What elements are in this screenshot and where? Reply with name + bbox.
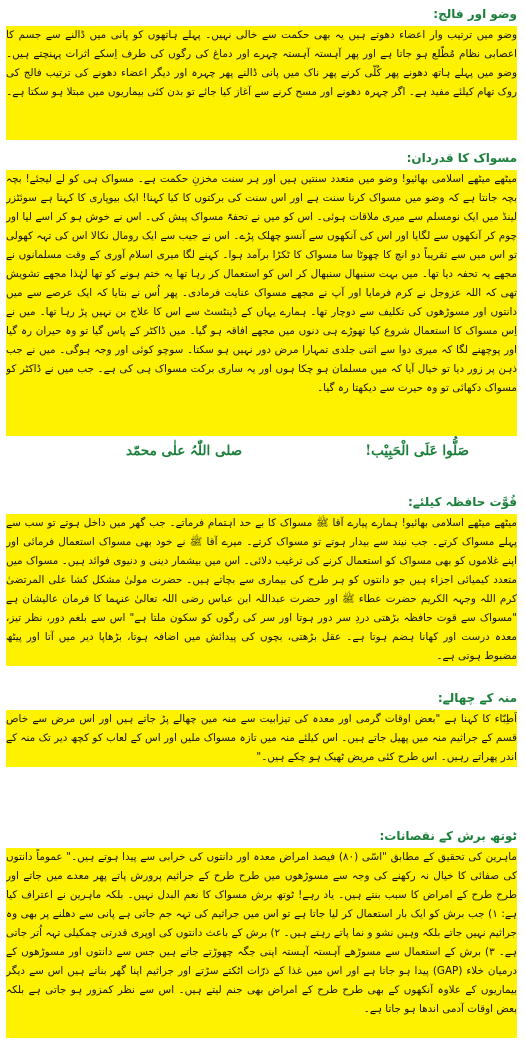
section-wudu-paralysis [6,6,517,140]
section-heading: منہ کے چھالے: [437,691,517,705]
salawat-line [6,440,517,462]
section-heading: مسواک کا قدردان: [406,151,517,165]
section-paragraph: میٹھے میٹھے اسلامی بھائیو! ہمارے پیارے آقا ﷺ مسواک کا بے حد اہتمام فرماتے۔ جب گھر میں داخل ہوتے تو سب سے پہلے مسواک کرتے۔ جب نیند سے بیدار ہوتے تو مسواک کرتے۔ میرے آقا ﷺ نے خود بھی مسواک استعمال فرمائی اور اپنے غلاموں کو بھی مسواک کو استعمال کرنے کی ترغیب دلائی۔ اس میں بیشمار دینی و دنیوی فوائد ہیں۔ مسواک میں متعدد کیمیائی اجزاء ہیں جو دانتوں کو ہر طرح کی بیماری سے بچاتے ہیں۔ حضرت مولیٰ مشکل کشا علی المرتضیٰ کرم اللہ وجہہ الکریم حضرت عطاء ﷺ اور حضرت عبداللہ ابن عباس رضی اللہ تعالیٰ عنہما کا فرمان عالیشان ہے "مسواک سے قوت حافظہ بڑھتی دردِ سر دور ہوتا اور سر کی رگوں کو سکون ملتا ہے" اس سے بلغم دور، نظر تیز، معدہ درست اور کھانا ہضم ہوتا ہے۔ عقل بڑھتی، بچوں کی پیدائش میں اضافہ ہوتا، بڑھاپا دیر میں آتا اور پیٹھ مضبوط ہوتی ہے۔ [6,514,517,666]
section-paragraph: ماہرین کی تحقیق کے مطابق "اسّی (۸۰) فیصد امراض معدہ اور دانتوں کی خرابی سے پیدا ہوتے ہیں۔" عموماً دانتوں کی صفائی کا خیال نہ رکھنے کی وجہ سے مسوڑھوں میں طرح طرح کے جراثیم پرورش پاتے پھر معدے میں جاتے اور طرح طرح کے امراض کا سبب بنتے ہیں۔ یاد رہے! ٹوتھ برش مسواک کا نعم البدل نہیں۔ بلکہ ماہرین نے اعتراف کیا ہے: ۱) جب برش کو ایک بار استعمال کر لیا جاتا ہے تو اس میں جراثیم کی تہہ جم جاتی ہے پانی سے دھلنے پر بھی وہ جراثیم نہیں جاتے بلکہ وہیں نشو و نما پاتے رہتے ہیں۔ ۲) برش کے باعث دانتوں کی اوپری قدرتی چمکیلی تہہ اُتر جاتی ہے۔ ۳) برش کے استعمال سے مسوڑھے آہستہ آہستہ اپنی جگہ چھوڑتے جاتے ہیں جس سے دانتوں اور مسوڑھوں کے درمیان خلاء (GAP) پیدا ہو جاتا ہے اور اس میں غذا کے ذرّات اٹکتے سڑتے اور جراثیم اپنا گھر بناتے ہیں اس سے دیگر بیماریوں کے علاوہ آنکھوں کے بھی طرح طرح کے امراض بھی جنم لیتے ہیں۔ اس سے نظر کمزور ہو جاتی ہے بلکہ بعض اوقات آدمی اندھا ہو جاتا ہے۔ [6,848,517,1038]
salawat-left: صلی اللّٰہُ علٰی محمّد [126,443,243,459]
section-mouth-ulcers [6,690,517,767]
section-heading: ٹوتھ برش کے نقصانات: [379,829,517,843]
section-toothbrush-harms [6,828,517,1038]
salawat-right: صَلُّوا عَلَی الْحَبِیْب! [365,443,469,459]
section-heading: قُوَّت حافظہ کیلئے: [407,495,517,509]
section-memory-power [6,494,517,666]
section-paragraph: وضو میں ترتیب وار اعضاء دھوتے ہیں یہ بھی حکمت سے خالی نہیں۔ پہلے ہاتھوں کو پانی میں ڈالنے سے جسم کا اعصابی نظام مُطّلع ہو جاتا ہے اور پھر آہستہ آہستہ چہرے اور دماغ کی رگوں کی طرف اِسکے اثرات پہنچتے ہیں۔ وضو میں پہلے ہاتھ دھونے پھر کُلّی کرنے پھر ناک میں پانی ڈالنے پھر چہرہ اور دیگر اعضاء دھونے کی ترتیب فالج کی روک تھام کیلئے مفید ہے۔ اگر چہرہ دھونے اور مسح کرنے سے آغاز کیا جائے تو بدن کئی بیماریوں میں مبتلا ہو سکتا ہے۔ [6,26,517,140]
section-paragraph: میٹھے میٹھے اسلامی بھائیو! وضو میں متعدد سنتیں ہیں اور ہر سنت مخزنِ حکمت ہے۔ مسواک ہی کو لے لیجئے! بچہ بچہ جانتا ہے کہ وضو میں مسواک کرنا سنت ہے اور اس سنت کی برکتوں کا کیا کہنا! ایک بیوپاری کا کہنا ہے سوئٹزر لینڈ میں ایک نومسلم سے میری ملاقات ہوئی۔ اس کو میں نے تحفۃً مسواک پیش کی۔ اس نے خوش ہو کر اسے لیا اور چوم کر آنکھوں سے لگایا اور اس کی آنکھوں سے آنسو چھلک پڑے۔ اس نے جیب سے ایک رومال نکالا اس کی تہہ کھولی تو اس میں سے تقریباً دو انچ کا چھوٹا سا مسواک کا ٹکڑا برآمد ہوا۔ کہنے لگا میری اسلام آوری کے وقت مسلمانوں نے مجھے یہ تحفہ دیا تھا۔ میں بہت سنبھال سنبھال کر اس کو استعمال کر رہا تھا یہ ختم ہونے کو تھا لہٰذا مجھے تشویش تھی کہ اللہ عزوجل نے کرم فرمایا اور آپ نے مجھے مسواک عنایت فرمادی۔ پھر اُس نے بتایا کہ ایک عرصے سے میں دانتوں اور مسوڑھوں کی تکلیف سے دوچار تھا۔ ہمارے یہاں کے ڈینٹسٹ سے اس کا علاج بن نہیں پڑ رہا تھا۔ میں نے اِس مسواک کا استعمال شروع کیا تھوڑے ہی دنوں میں مجھے افاقہ ہو گیا۔ میں ڈاکٹر کے پاس گیا تو وہ حیران رہ گیا اور پوچھنے لگا کہ میری دوا سے اتنی جلدی تمہارا مرض دور نہیں ہو سکتا۔ سوچو کوئی اور وجہ ہوگی۔ میں نے جب ذہن پر زور دیا تو خیال آیا کہ میں مسلمان ہو چکا ہوں اور یہ ساری برکت مسواک ہی کی ہے۔ جب میں نے ڈاکٹر کو مسواک دکھائی تو وہ حیرت سے دیکھتا رہ گیا۔ [6,170,517,436]
section-heading: وضو اور فالج: [433,7,517,21]
section-paragraph: اَطِبّاء کا کہنا ہے "بعض اوقات گرمی اور معدہ کی تیزابیت سے منہ میں چھالے پڑ جاتے ہیں اور اس مرض سے خاص قسم کے جراثیم منہ میں پھیل جاتے ہیں۔ اس کیلئے منہ میں تازہ مسواک ملیں اور اس کے لعاب کو کچھ دیر تک منہ کے اندر پھراتے رہیں۔ اس طرح کئی مریض ٹھیک ہو چکے ہیں۔" [6,710,517,767]
section-miswak-appreciator [6,150,517,459]
